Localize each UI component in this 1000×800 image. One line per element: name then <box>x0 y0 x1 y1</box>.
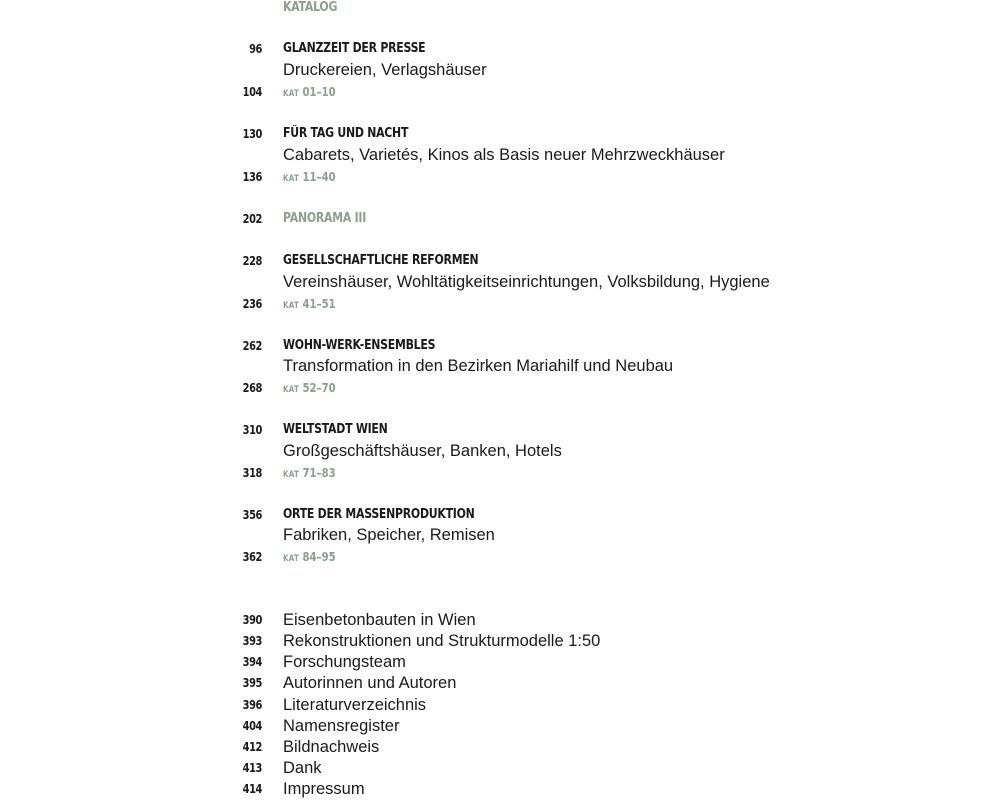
backmatter-title: Dank <box>283 759 322 777</box>
backmatter-page-number: 404 <box>242 719 262 733</box>
kat-label: KAT <box>283 301 300 311</box>
section-page-number: 356 <box>242 508 262 522</box>
backmatter-title: Eisenbetonbauten in Wien <box>283 611 476 629</box>
backmatter-title: Forschungsteam <box>283 653 406 671</box>
kat-numbers: 52–70 <box>302 381 336 395</box>
section-subtitle: Transformation in den Bezirken Mariahilf und Neubau <box>283 357 674 375</box>
kat-label: KAT <box>283 470 300 480</box>
backmatter-page-number: 412 <box>242 740 262 754</box>
section-title: ORTE DER MASSENPRODUKTION <box>283 507 475 522</box>
section-title: GESELLSCHAFTLICHE REFORMEN <box>283 253 479 268</box>
section-page-number: 130 <box>242 127 262 141</box>
kat-page-number: 318 <box>242 466 262 480</box>
section-subtitle: Vereinshäuser, Wohltätigkeitseinrichtungen, Volksbildung, Hygiene <box>283 273 770 291</box>
section-subtitle: Großgeschäftshäuser, Banken, Hotels <box>283 442 562 460</box>
kat-numbers: 41–51 <box>302 297 336 311</box>
backmatter-page-number: 414 <box>242 782 262 796</box>
kat-range <box>283 169 336 187</box>
backmatter-page-number: 395 <box>242 676 262 690</box>
kat-range <box>283 465 336 483</box>
kat-range <box>283 296 336 314</box>
section-title: WOHN-WERK-ENSEMBLES <box>283 338 436 353</box>
section-page-number: 202 <box>242 212 262 226</box>
kat-label: KAT <box>283 385 300 395</box>
section-subtitle: Druckereien, Verlagshäuser <box>283 61 487 79</box>
section-page-number: 96 <box>249 42 262 56</box>
backmatter-title: Impressum <box>283 780 365 798</box>
kat-page-number: 268 <box>242 381 262 395</box>
katalog-heading: KATALOG <box>283 0 338 15</box>
kat-label: KAT <box>283 174 300 184</box>
kat-numbers: 11–40 <box>302 170 336 184</box>
section-page-number: 262 <box>242 339 262 353</box>
backmatter-title: Rekonstruktionen und Strukturmodelle 1:50 <box>283 632 601 650</box>
section-subtitle: Cabarets, Varietés, Kinos als Basis neuer Mehrzweckhäuser <box>283 146 725 164</box>
backmatter-page-number: 394 <box>242 655 262 669</box>
kat-page-number: 136 <box>242 170 262 184</box>
backmatter-page-number: 390 <box>242 613 262 627</box>
backmatter-page-number: 396 <box>242 698 262 712</box>
section-page-number: 310 <box>242 423 262 437</box>
section-subtitle: Fabriken, Speicher, Remisen <box>283 526 495 544</box>
kat-page-number: 104 <box>242 85 262 99</box>
backmatter-page-number: 413 <box>242 761 262 775</box>
section-title: FÜR TAG UND NACHT <box>283 126 409 141</box>
section-title: WELTSTADT WIEN <box>283 422 388 437</box>
backmatter-title: Namensregister <box>283 717 400 735</box>
kat-numbers: 71–83 <box>302 466 336 480</box>
section-title: PANORAMA III <box>283 211 367 226</box>
kat-range <box>283 84 336 102</box>
kat-numbers: 01–10 <box>302 85 336 99</box>
kat-page-number: 236 <box>242 297 262 311</box>
section-page-number: 228 <box>242 254 262 268</box>
section-title: GLANZZEIT DER PRESSE <box>283 41 426 56</box>
kat-range <box>283 380 336 398</box>
kat-range <box>283 549 336 567</box>
backmatter-title: Autorinnen und Autoren <box>283 674 457 692</box>
backmatter-page-number: 393 <box>242 634 262 648</box>
kat-numbers: 84–95 <box>302 550 336 564</box>
kat-page-number: 362 <box>242 550 262 564</box>
kat-label: KAT <box>283 89 300 99</box>
kat-label: KAT <box>283 554 300 564</box>
backmatter-title: Bildnachweis <box>283 738 380 756</box>
backmatter-title: Literaturverzeichnis <box>283 696 427 714</box>
